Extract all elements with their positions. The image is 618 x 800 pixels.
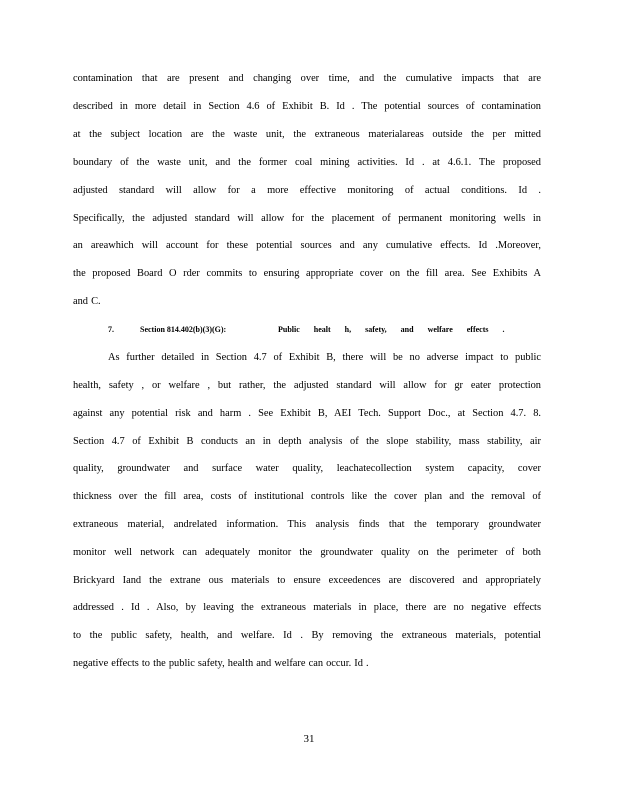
paragraph-line: thickness over the fill area, costs of institutional controls like the cover plan and the removal of — [73, 491, 541, 502]
paragraph-line: quality, groundwater and surface water quality, leachatecollection system capacity, cover — [73, 463, 541, 474]
paragraph-line: adjusted standard will allow for a more effective monitoring of actual conditions. Id . — [73, 185, 541, 196]
page-number: 31 — [303, 733, 315, 745]
heading-section: Section 814.402(b)(3)(G): — [140, 325, 227, 334]
paragraph-line: negative effects to the public safety, health and welfare can occur. Id . — [73, 658, 369, 669]
paragraph-line: As further detailed in Section 4.7 of Exhibit B, there will be no adverse impact to public — [108, 352, 541, 363]
paragraph-line: health, safety , or welfare , but rather, the adjusted standard will allow for gr eater protection — [73, 380, 541, 391]
heading-title: Public healt h, safety, and welfare effects — [278, 325, 489, 334]
paragraph-line: and C. — [73, 296, 101, 307]
paragraph-line: extraneous material, andrelated information. This analysis finds that the temporary groundwater — [73, 519, 541, 530]
paragraph-line: addressed . Id . Also, by leaving the extraneous materials in place, there are no negative effects — [73, 602, 541, 613]
heading-end: . — [502, 325, 505, 334]
paragraph-line: an areawhich will account for these potential sources and any cumulative effects. Id .Moreover, — [73, 240, 541, 251]
paragraph-line: the proposed Board O rder commits to ensuring appropriate cover on the fill area. See Exhibits A — [73, 268, 541, 279]
paragraph-line: monitor well network can adequately monitor the groundwater quality on the perimeter of both — [73, 547, 541, 558]
paragraph-line: described in more detail in Section 4.6 of Exhibit B. Id . The potential sources of contamination — [73, 101, 541, 112]
paragraph-line: at the subject location are the waste unit, the extraneous materialareas outside the per mitted — [73, 129, 541, 140]
paragraph-line: to the public safety, health, and welfare. Id . By removing the extraneous materials, potential — [73, 630, 541, 641]
paragraph-line: boundary of the waste unit, and the former coal mining activities. Id . at 4.6.1. The proposed — [73, 157, 541, 168]
paragraph-line: against any potential risk and harm . See Exhibit B, AEI Tech. Support Doc., at Section 4.7. 8. — [73, 408, 541, 419]
paragraph-line: Specifically, the adjusted standard will allow for the placement of permanent monitoring wells in — [73, 213, 541, 224]
paragraph-line: contamination that are present and changing over time, and the cumulative impacts that are — [73, 73, 541, 84]
heading-number: 7. — [108, 325, 114, 334]
section-heading — [108, 323, 505, 337]
paragraph-line: Brickyard Iand the extrane ous materials to ensure exceedences are discovered and appropriately — [73, 575, 541, 586]
paragraph-line: Section 4.7 of Exhibit B conducts an in depth analysis of the slope stability, mass stability, air — [73, 436, 541, 447]
